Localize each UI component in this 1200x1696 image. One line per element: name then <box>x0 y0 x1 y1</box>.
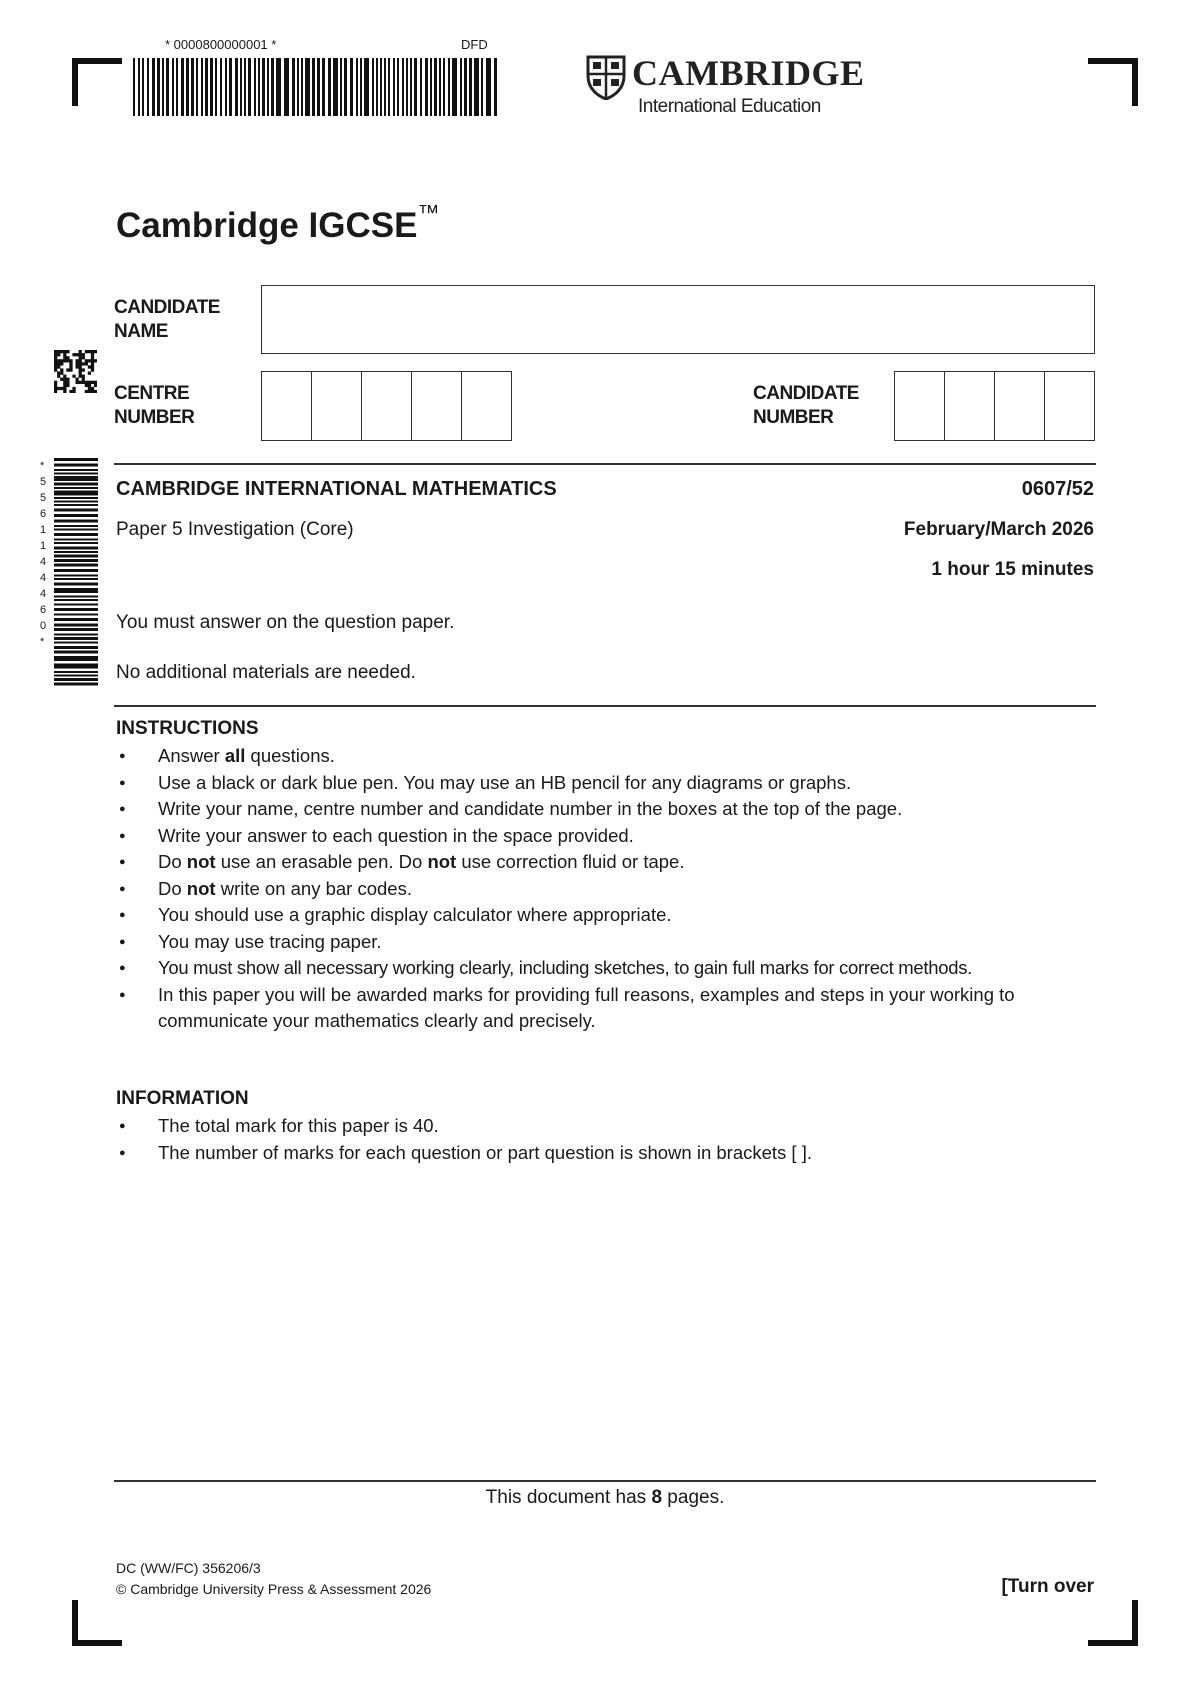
side-barcode-icon <box>54 458 98 688</box>
centre-number-cell[interactable] <box>362 372 412 440</box>
centre-number-cell[interactable] <box>262 372 312 440</box>
side-barcode-text: * 5 5 6 1 1 4 4 4 6 0 * <box>40 460 47 648</box>
instructions-list <box>116 743 1096 1035</box>
barcode-code: DFD <box>461 37 488 52</box>
paper-code: 0607/52 <box>1021 478 1094 500</box>
copyright: © Cambridge University Press & Assessment 2026 <box>116 1581 432 1597</box>
exam-duration: 1 hour 15 minutes <box>931 559 1094 580</box>
crop-mark-bottom-left <box>72 1640 122 1646</box>
information-list <box>116 1113 1096 1166</box>
paper-title: Paper 5 Investigation (Core) <box>116 519 354 540</box>
centre-number-field[interactable] <box>261 371 512 441</box>
list-item: ● The number of marks for each question or part question is shown in brackets [ ]. <box>116 1140 1096 1167</box>
turn-over: [Turn over <box>1001 1576 1094 1597</box>
logo-subtitle: International Education <box>638 96 821 117</box>
list-item: ● In this paper you will be awarded marks for providing full reasons, examples and steps in your working to communicate your mathematics clearly and precisely. <box>116 982 1096 1035</box>
divider <box>114 463 1096 465</box>
instructions-heading: INSTRUCTIONS <box>116 718 259 739</box>
candidate-number-field[interactable] <box>894 371 1095 441</box>
exam-session: February/March 2026 <box>903 519 1094 540</box>
trademark: ™ <box>417 200 440 225</box>
barcode-icon <box>133 58 499 116</box>
crop-mark-top-right <box>1088 58 1138 64</box>
candidate-name-label: CANDIDATE NAME <box>114 297 220 342</box>
divider <box>114 705 1096 707</box>
crop-mark-top-left <box>72 58 122 64</box>
list-item: ● You must show all necessary working clearly, including sketches, to gain full marks for correct methods. <box>116 955 1096 982</box>
candidate-number-cell[interactable] <box>1045 372 1094 440</box>
document-reference: DC (WW/FC) 356206/3 <box>116 1560 261 1576</box>
list-item: ● The total mark for this paper is 40. <box>116 1113 1096 1140</box>
candidate-number-cell[interactable] <box>895 372 945 440</box>
centre-number-label: CENTRE NUMBER <box>114 383 195 428</box>
centre-number-cell[interactable] <box>312 372 362 440</box>
answer-note: You must answer on the question paper. <box>116 612 455 633</box>
crop-mark-top-right <box>1132 58 1138 106</box>
logo-name: CAMBRIDGE <box>632 53 865 93</box>
list-item: ● Do not use an erasable pen. Do not use correction fluid or tape. <box>116 849 1096 876</box>
candidate-number-cell[interactable] <box>995 372 1045 440</box>
qr-code-icon <box>54 350 97 393</box>
barcode-number: * 0000800000001 * <box>165 37 277 52</box>
list-item: ● Write your name, centre number and candidate number in the boxes at the top of the page. <box>116 796 1096 823</box>
materials-note: No additional materials are needed. <box>116 662 416 683</box>
information-heading: INFORMATION <box>116 1088 249 1109</box>
crop-mark-bottom-right <box>1088 1640 1138 1646</box>
page-title <box>116 200 440 246</box>
crop-mark-top-left <box>72 58 78 106</box>
list-item: ● Write your answer to each question in the space provided. <box>116 823 1096 850</box>
centre-number-cell[interactable] <box>462 372 511 440</box>
page-count: This document has 8 pages. <box>485 1487 725 1508</box>
list-item: ● You should use a graphic display calculator where appropriate. <box>116 902 1096 929</box>
list-item: ● You may use tracing paper. <box>116 929 1096 956</box>
candidate-number-cell[interactable] <box>945 372 995 440</box>
divider <box>114 1480 1096 1482</box>
centre-number-cell[interactable] <box>412 372 462 440</box>
candidate-name-field[interactable] <box>261 285 1095 354</box>
list-item: ● Do not write on any bar codes. <box>116 876 1096 903</box>
list-item: ● Use a black or dark blue pen. You may use an HB pencil for any diagrams or graphs. <box>116 770 1096 797</box>
cambridge-shield-icon <box>586 54 626 100</box>
subject-title: CAMBRIDGE INTERNATIONAL MATHEMATICS <box>116 478 557 500</box>
title-text: Cambridge IGCSE <box>116 206 418 245</box>
candidate-number-label: CANDIDATE NUMBER <box>753 383 859 428</box>
list-item: ● Answer all questions. <box>116 743 1096 770</box>
